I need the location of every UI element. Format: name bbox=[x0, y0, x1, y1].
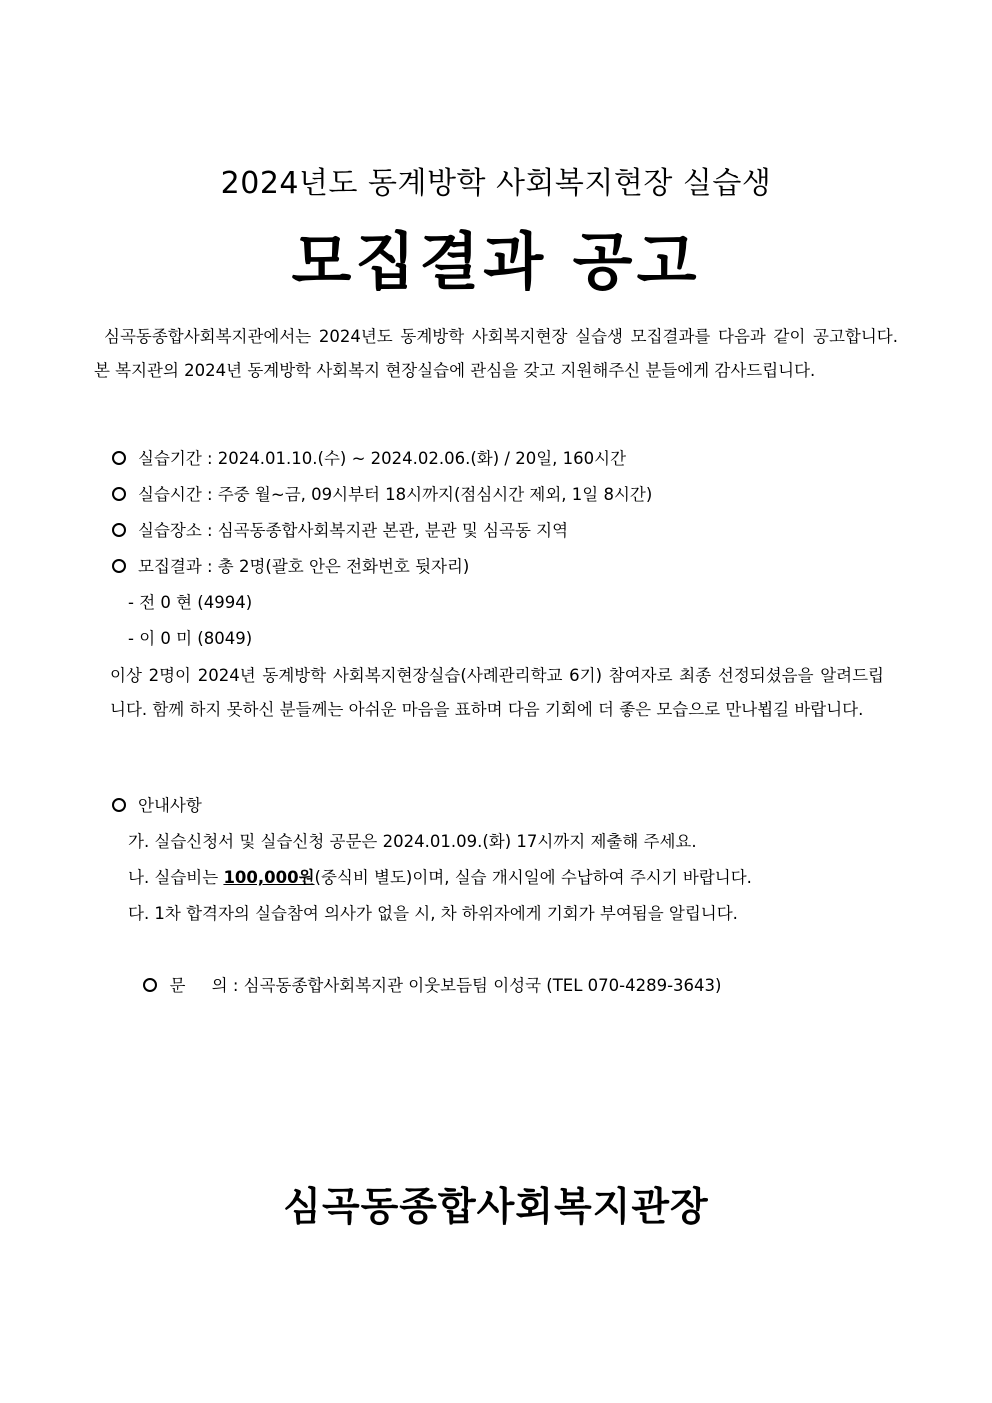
selected-person-1: - 전 0 현 (4994) bbox=[128, 593, 253, 612]
notice-item-a: 가. 실습신청서 및 실습신청 공문은 2024.01.09.(화) 17시까지 제출해 주세요. bbox=[128, 832, 697, 851]
detail-hours: 실습시간 : 주중 월~금, 09시부터 18시까지(점심시간 제외, 1일 8시간) bbox=[110, 477, 884, 513]
title-line-2: 모집결과 공고 bbox=[291, 225, 701, 298]
notice-item-c: 다. 1차 합격자의 실습참여 의사가 없을 시, 차 하위자에게 기회가 부여됨을 알립니다. bbox=[128, 904, 738, 923]
signature: 심곡동종합사회복지관장 bbox=[283, 1185, 709, 1230]
circle-bullet-icon bbox=[112, 523, 126, 537]
details-section bbox=[110, 441, 884, 727]
title-line-1: 2024년도 동계방학 사회복지현장 실습생 bbox=[220, 166, 772, 201]
result-note: 이상 2명이 2024년 동계방학 사회복지현장실습(사례관리학교 6기) 참여자로 최종 선정되셨음을 알려드립니다. 함께 하지 못하신 분들께는 아쉬운 마음을 표하며 다음 기회에 더 좋은 모습으로 만나뵙길 바랍니다. bbox=[110, 666, 884, 719]
detail-place: 실습장소 : 심곡동종합사회복지관 본관, 분관 및 심곡동 지역 bbox=[110, 513, 884, 549]
notice-heading: 안내사항 bbox=[110, 788, 752, 824]
notice-item-b: 나. 실습비는 100,000원(중식비 별도)이며, 실습 개시일에 수납하여 주시기 바랍니다. bbox=[128, 868, 752, 887]
intro-paragraph: 심곡동종합사회복지관에서는 2024년도 동계방학 사회복지현장 실습생 모집결과를 다음과 같이 공고합니다. 본 복지관의 2024년 동계방학 사회복지 현장실습에 관심을 갖고 지원해주신 분들에게 감사드립니다. bbox=[94, 327, 898, 380]
detail-period: 실습기간 : 2024.01.10.(수) ~ 2024.02.06.(화) / 20일, 160시간 bbox=[110, 441, 884, 477]
detail-result: 모집결과 : 총 2명(괄호 안은 전화번호 뒷자리) bbox=[110, 549, 884, 585]
contact-info: 문 의 : 심곡동종합사회복지관 이웃보듬팀 이성국 (TEL 070-4289-3643) bbox=[110, 932, 752, 968]
circle-bullet-icon bbox=[112, 487, 126, 501]
circle-bullet-icon bbox=[112, 451, 126, 465]
selected-person-2: - 이 0 미 (8049) bbox=[128, 629, 253, 648]
circle-bullet-icon bbox=[143, 978, 157, 992]
circle-bullet-icon bbox=[112, 798, 126, 812]
fee-amount: 100,000원 bbox=[223, 868, 315, 887]
notice-section bbox=[110, 788, 752, 995]
circle-bullet-icon bbox=[112, 559, 126, 573]
